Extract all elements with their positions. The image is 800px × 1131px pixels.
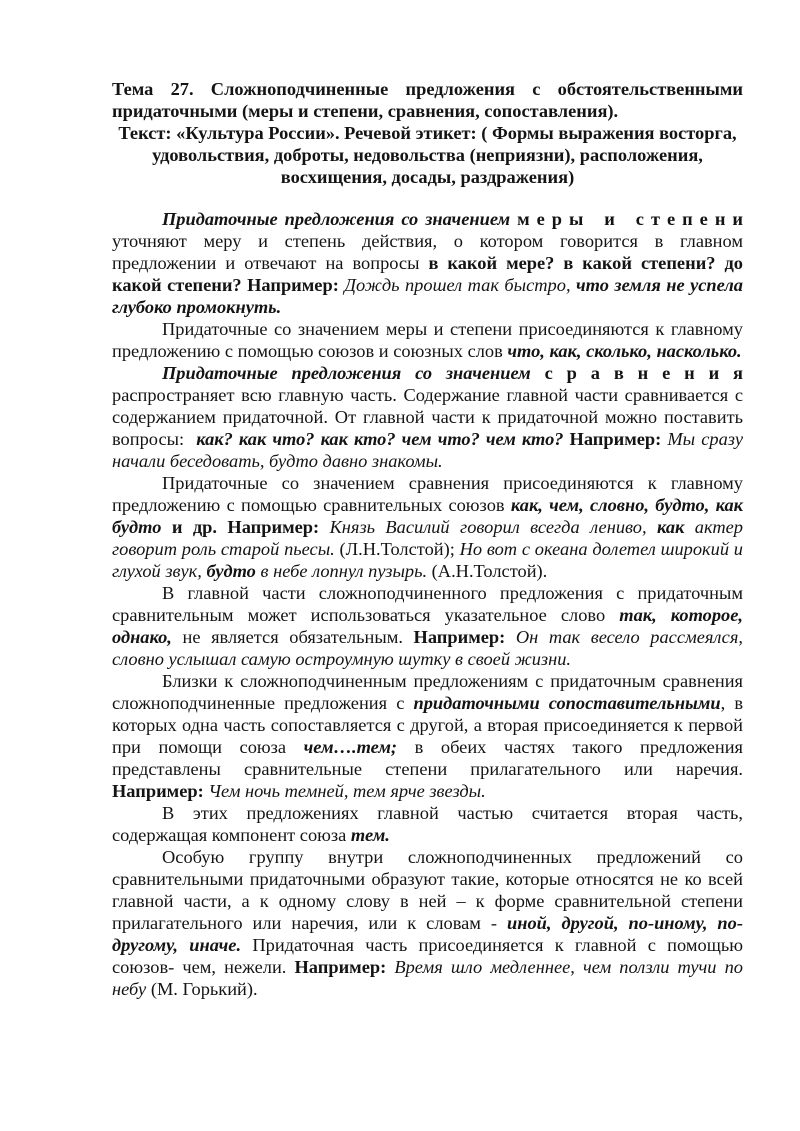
text-run: в небе лопнул пузырь.	[255, 561, 428, 581]
text-run: Время шло медленнее, чем ползли тучи по небу	[112, 957, 743, 999]
text-run: как, чем, словно, будто, как будто	[112, 495, 743, 537]
text-run: в какой мере? в какой степени? до какой степени? Например:	[112, 253, 743, 295]
text-run: Например:	[294, 957, 395, 977]
text-run: Придаточная часть присоединяется к главной с помощью союзов- чем, нежели.	[112, 935, 743, 977]
text-run: Дождь прошел так быстро,	[344, 275, 577, 295]
text-run: (М. Горький).	[146, 979, 258, 999]
text-run: чем….тем;	[303, 737, 398, 757]
text-run: распространяет всю главную часть. Содержание главной части сравнивается с содержанием придаточной. От главной части к придаточной можно поставить вопросы:	[112, 363, 748, 449]
text-run: Например:	[112, 781, 209, 801]
text-run: Например:	[413, 627, 516, 647]
text-run: иной, другой, по-иному, по-другому, иначе.	[112, 913, 743, 955]
text-run: не является обязательным.	[171, 627, 414, 647]
text-run: актер говорит роль старой пьесы.	[112, 517, 743, 559]
paragraph	[112, 670, 743, 802]
text-run: м е р ы и с т е п е н и	[517, 209, 743, 229]
text-run: Близки к сложноподчиненным предложениям с придаточным сравнения сложноподчиненные предложения с	[112, 671, 743, 713]
text-run: В этих предложениях главной частью считается вторая часть, содержащая компонент союза	[112, 803, 743, 845]
text-run: так, которое, однако,	[112, 605, 743, 647]
document-title: Тема 27. Сложноподчиненные предложения с обстоятельственными придаточными (меры и степени, сравнения, сопоставления).	[112, 79, 743, 121]
text-run: в обеих частях такого предложения представлены сравнительные степени прилагательного или наречия.	[112, 737, 743, 779]
text-run: Придаточные со значением меры и степени присоединяются к главному предложению с помощью союзов и союзных слов	[112, 319, 743, 361]
text-run: Но вот с океана долетел широкий и глухой звук,	[112, 539, 743, 581]
text-run: с р а в н е н и я	[544, 363, 744, 383]
paragraph	[112, 208, 743, 318]
paragraph	[112, 846, 743, 1000]
text-run: что земля не успела глубоко промокнуть.	[112, 275, 743, 317]
text-run: , в которых одна часть сопоставляется с другой, а вторая присоединяется к первой при помощи союза	[112, 693, 744, 757]
text-run: Например:	[569, 429, 668, 449]
text-run: будто	[206, 561, 256, 581]
text-run: Особую группу внутри сложноподчиненных предложений со сравнительными придаточными образуют такие, которые относятся не ко всей главной части, а к одному слову в ней – к форме сравнительной степени прилагательного или наречия, или к словам -	[112, 847, 743, 933]
text-run: Придаточные предложения со значением	[162, 363, 545, 383]
document-subtitle: Текст: «Культура России». Речевой этикет: ( Формы выражения восторга, удовольствия, доброты, недовольства (неприязни), расположения, восхищения, досады, раздражения)	[118, 123, 737, 187]
text-run: уточняют меру и степень действия, о котором говорится в главном предложении и отвечают на вопросы	[112, 231, 743, 273]
paragraph	[112, 802, 743, 846]
text-run: как	[656, 517, 685, 537]
text-run: тем.	[350, 825, 390, 845]
paragraph	[112, 582, 743, 670]
text-run: и др. Например:	[161, 517, 330, 537]
document-body	[112, 208, 748, 1000]
text-run: как? как что? как кто? чем что? чем кто?	[196, 429, 570, 449]
paragraph	[112, 472, 743, 582]
paragraph	[112, 362, 748, 472]
text-run: В главной части сложноподчиненного предложения с придаточным сравнительным может использоваться указательное слово	[112, 583, 743, 625]
text-run: Придаточные со значением сравнения присоединяются к главному предложению с помощью сравнительных союзов	[112, 473, 743, 515]
text-run: что, как, сколько, насколько.	[507, 341, 742, 361]
text-run: Он так весело рассмеялся, словно услышал самую остроумную шутку в своей жизни.	[112, 627, 743, 669]
text-run: Чем ночь темней, тем ярче звезды.	[208, 781, 486, 801]
text-run: (А.Н.Толстой).	[427, 561, 548, 581]
paragraph	[112, 318, 743, 362]
text-run: (Л.Н.Толстой);	[334, 539, 460, 559]
text-run: Придаточные предложения со значением	[162, 209, 518, 229]
text-run: придаточными сопоставительными	[413, 693, 721, 713]
text-run: Князь Василий говорил всегда лениво,	[329, 517, 657, 537]
text-run: Мы сразу начали беседовать, будто давно знакомы.	[112, 429, 743, 471]
